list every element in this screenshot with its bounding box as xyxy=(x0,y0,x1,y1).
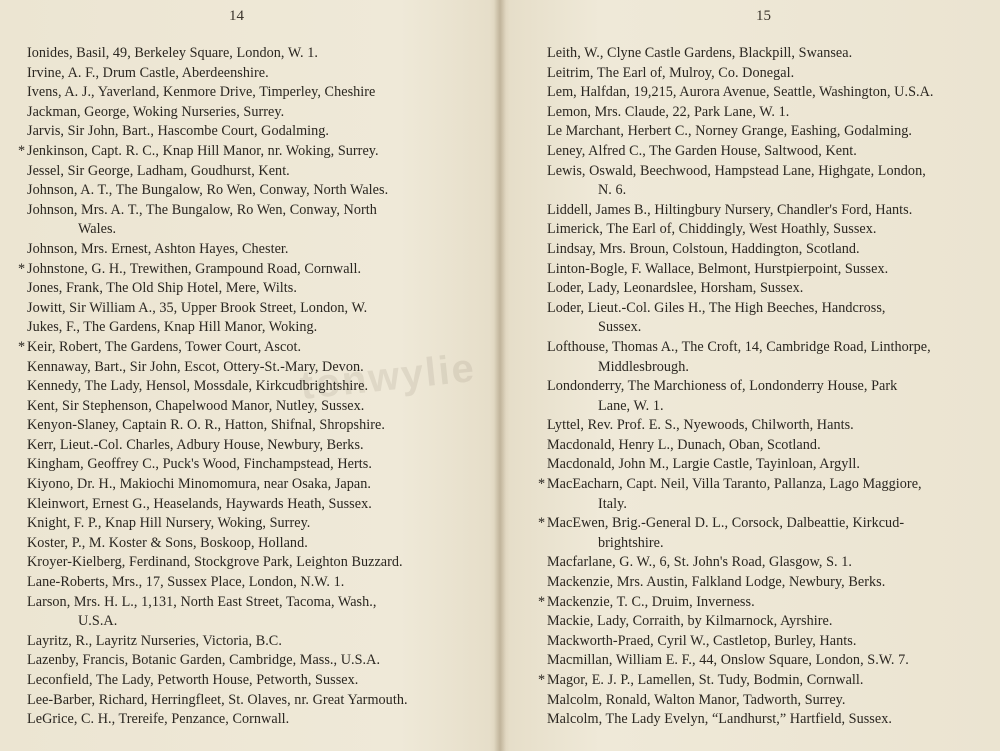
list-item xyxy=(27,181,461,201)
entry-text: LeGrice, C. H., Trereife, Penzance, Cornwall. xyxy=(27,711,290,728)
asterisk-marker: * xyxy=(18,338,26,355)
entry-text: Kenyon-Slaney, Captain R. O. R., Hatton, Shifnal, Shropshire. xyxy=(27,417,385,434)
list-item xyxy=(547,651,985,671)
list-item xyxy=(538,671,985,691)
entry-text: Macmillan, William E. F., 44, Onslow Square, London, S.W. 7. xyxy=(547,652,909,669)
list-item xyxy=(547,710,985,730)
list-item xyxy=(547,260,985,280)
entry-text: Kingham, Geoffrey C., Puck's Wood, Finchampstead, Herts. xyxy=(27,456,372,473)
entry-text: Jenkinson, Capt. R. C., Knap Hill Manor, nr. Woking, Surrey. xyxy=(27,142,379,159)
entry-list xyxy=(538,44,985,730)
entry-list xyxy=(18,44,461,730)
list-item xyxy=(18,260,461,280)
list-item xyxy=(27,64,461,84)
list-item xyxy=(27,122,461,142)
watermark: tonwylie xyxy=(298,345,478,409)
entry-text: Jowitt, Sir William A., 35, Upper Brook Street, London, W. xyxy=(27,299,368,316)
list-item xyxy=(538,514,985,553)
entry-text: Malcolm, The Lady Evelyn, “Landhurst,” Hartfield, Sussex. xyxy=(547,711,892,728)
entry-text: Loder, Lieut.-Col. Giles H., The High Beeches, Handcross, xyxy=(547,299,886,316)
entry-text: Kleinwort, Ernest G., Heaselands, Haywards Heath, Sussex. xyxy=(27,495,372,512)
entry-text: Loder, Lady, Leonardslee, Horsham, Sussex. xyxy=(547,280,804,297)
list-item xyxy=(547,691,985,711)
asterisk-marker: * xyxy=(538,476,546,493)
list-item xyxy=(547,240,985,260)
entry-text: Layritz, R., Layritz Nurseries, Victoria, B.C. xyxy=(27,632,282,649)
list-item xyxy=(18,142,461,162)
list-item xyxy=(547,220,985,240)
entry-text: Lee-Barber, Richard, Herringfleet, St. Olaves, nr. Great Yarmouth. xyxy=(27,691,408,708)
asterisk-marker: * xyxy=(538,672,546,688)
entry-text: Malcolm, Ronald, Walton Manor, Tadworth, Surrey. xyxy=(547,691,846,708)
entry-text: Jessel, Sir George, Ladham, Goudhurst, Kent. xyxy=(27,162,290,179)
entry-text: Mackenzie, T. C., Druim, Inverness. xyxy=(547,593,755,610)
entry-text: Larson, Mrs. H. L., 1,131, North East Street, Tacoma, Wash., xyxy=(27,593,377,610)
list-item xyxy=(547,553,985,573)
entry-text: Leney, Alfred C., The Garden House, Saltwood, Kent. xyxy=(547,142,857,159)
entry-text: Lyttel, Rev. Prof. E. S., Nyewoods, Chilworth, Hants. xyxy=(547,417,854,434)
entry-text: Koster, P., M. Koster & Sons, Boskoop, Holland. xyxy=(27,534,308,551)
list-item xyxy=(547,103,985,123)
entry-text: Lewis, Oswald, Beechwood, Hampstead Lane, Highgate, London, xyxy=(547,162,926,179)
list-item xyxy=(27,710,461,730)
list-item xyxy=(547,338,985,377)
entry-text: Johnson, Mrs. A. T., The Bungalow, Ro Wen, Conway, North xyxy=(27,201,377,218)
entry-text: Kennaway, Bart., Sir John, Escot, Ottery-St.-Mary, Devon. xyxy=(27,358,364,375)
list-item xyxy=(27,279,461,299)
list-item xyxy=(27,534,461,554)
list-item xyxy=(547,122,985,142)
entry-text: Jukes, F., The Gardens, Knap Hill Manor, Woking. xyxy=(27,319,318,336)
entry-continuation: Lane, W. 1. xyxy=(598,397,664,414)
right-page xyxy=(502,0,1000,751)
entry-text: Leconfield, The Lady, Petworth House, Petworth, Sussex. xyxy=(27,672,359,688)
list-item xyxy=(547,64,985,84)
list-item xyxy=(27,201,461,240)
entry-text: Lem, Halfdan, 19,215, Aurora Avenue, Seattle, Washington, U.S.A. xyxy=(547,84,934,101)
entry-text: Liddell, James B., Hiltingbury Nursery, Chandler's Ford, Hants. xyxy=(547,201,913,218)
list-item xyxy=(27,553,461,573)
entry-text: Magor, E. J. P., Lamellen, St. Tudy, Bodmin, Cornwall. xyxy=(547,672,864,688)
list-item xyxy=(27,671,461,691)
list-item xyxy=(27,240,461,260)
entry-text: Johnstone, G. H., Trewithen, Grampound Road, Cornwall. xyxy=(27,260,362,277)
entry-text: Ivens, A. J., Yaverland, Kenmore Drive, Timperley, Cheshire xyxy=(27,84,376,101)
list-item xyxy=(27,358,461,378)
entry-text: Kroyer-Kielberg, Ferdinand, Stockgrove Park, Leighton Buzzard. xyxy=(27,554,403,571)
list-item xyxy=(27,162,461,182)
list-item xyxy=(547,612,985,632)
list-item xyxy=(547,455,985,475)
list-item xyxy=(27,475,461,495)
list-item xyxy=(538,593,985,613)
list-item xyxy=(547,201,985,221)
list-item xyxy=(27,593,461,632)
entry-text: Jones, Frank, The Old Ship Hotel, Mere, Wilts. xyxy=(27,280,297,297)
entry-continuation: N. 6. xyxy=(598,182,627,199)
entry-text: Kerr, Lieut.-Col. Charles, Adbury House, Newbury, Berks. xyxy=(27,436,364,453)
entry-text: Jackman, George, Woking Nurseries, Surrey. xyxy=(27,103,285,120)
list-item xyxy=(547,416,985,436)
entry-text: Keir, Robert, The Gardens, Tower Court, Ascot. xyxy=(27,338,302,355)
entry-text: Knight, F. P., Knap Hill Nursery, Woking, Surrey. xyxy=(27,515,311,532)
asterisk-marker: * xyxy=(18,260,26,277)
entry-text: MacEwen, Brig.-General D. L., Corsock, Dalbeattie, Kirkcud- xyxy=(547,515,905,532)
entry-text: Le Marchant, Herbert C., Norney Grange, Eashing, Godalming. xyxy=(547,123,913,140)
entry-text: Kiyono, Dr. H., Makiochi Minomomura, near Osaka, Japan. xyxy=(27,476,371,493)
entry-text: Macdonald, Henry L., Dunach, Oban, Scotland. xyxy=(547,436,821,453)
entry-text: Lane-Roberts, Mrs., 17, Sussex Place, London, N.W. 1. xyxy=(27,574,345,591)
entry-text: Johnson, A. T., The Bungalow, Ro Wen, Conway, North Wales. xyxy=(27,182,389,199)
list-item xyxy=(27,436,461,456)
entry-continuation: Middlesbrough. xyxy=(598,358,689,375)
entry-continuation: brightshire. xyxy=(598,534,664,551)
list-item xyxy=(27,318,461,338)
list-item xyxy=(27,691,461,711)
asterisk-marker: * xyxy=(538,515,546,532)
entry-text: Lazenby, Francis, Botanic Garden, Cambridge, Mass., U.S.A. xyxy=(27,652,381,669)
list-item xyxy=(547,299,985,338)
entry-text: Leith, W., Clyne Castle Gardens, Blackpill, Swansea. xyxy=(547,45,853,61)
list-item xyxy=(27,377,461,397)
page-number: 15 xyxy=(756,8,771,24)
list-item xyxy=(547,44,985,64)
entry-continuation: Wales. xyxy=(78,221,117,238)
entry-text: Johnson, Mrs. Ernest, Ashton Hayes, Chester. xyxy=(27,240,289,257)
list-item xyxy=(547,632,985,652)
entry-text: Kennedy, The Lady, Hensol, Mossdale, Kirkcudbrightshire. xyxy=(27,378,369,395)
list-item xyxy=(27,83,461,103)
list-item xyxy=(27,455,461,475)
entry-text: Lemon, Mrs. Claude, 22, Park Lane, W. 1. xyxy=(547,103,790,120)
list-item xyxy=(27,299,461,319)
list-item xyxy=(27,514,461,534)
entry-continuation: U.S.A. xyxy=(78,613,118,630)
entry-continuation: Sussex. xyxy=(598,319,642,336)
list-item xyxy=(547,162,985,201)
list-item xyxy=(547,83,985,103)
entry-text: Londonderry, The Marchioness of, Londonderry House, Park xyxy=(547,378,898,395)
entry-text: Linton-Bogle, F. Wallace, Belmont, Hurstpierpoint, Sussex. xyxy=(547,260,889,277)
list-item xyxy=(27,103,461,123)
list-item xyxy=(547,142,985,162)
list-item xyxy=(547,279,985,299)
list-item xyxy=(27,44,461,64)
entry-text: Mackworth-Praed, Cyril W., Castletop, Burley, Hants. xyxy=(547,632,857,649)
left-page xyxy=(0,0,498,751)
entry-text: Macdonald, John M., Largie Castle, Tayinloan, Argyll. xyxy=(547,456,860,473)
entry-text: Limerick, The Earl of, Chiddingly, West Hoathly, Sussex. xyxy=(547,221,877,238)
list-item xyxy=(547,377,985,416)
entry-text: Irvine, A. F., Drum Castle, Aberdeenshire. xyxy=(27,64,269,81)
list-item xyxy=(27,632,461,652)
entry-text: Lindsay, Mrs. Broun, Colstoun, Haddington, Scotland. xyxy=(547,240,860,257)
entry-text: Lofthouse, Thomas A., The Croft, 14, Cambridge Road, Linthorpe, xyxy=(547,338,931,355)
list-item xyxy=(547,436,985,456)
list-item xyxy=(18,338,461,358)
asterisk-marker: * xyxy=(18,142,26,159)
list-item xyxy=(27,397,461,417)
page-number: 14 xyxy=(229,8,244,24)
list-item xyxy=(27,573,461,593)
entry-text: Mackie, Lady, Corraith, by Kilmarnock, Ayrshire. xyxy=(547,613,833,630)
list-item xyxy=(27,416,461,436)
asterisk-marker: * xyxy=(538,593,546,610)
entry-text: Macfarlane, G. W., 6, St. John's Road, Glasgow, S. 1. xyxy=(547,554,852,571)
list-item xyxy=(538,475,985,514)
entry-text: Mackenzie, Mrs. Austin, Falkland Lodge, Newbury, Berks. xyxy=(547,574,886,591)
entry-text: Jarvis, Sir John, Bart., Hascombe Court, Godalming. xyxy=(27,123,330,140)
list-item xyxy=(27,495,461,515)
list-item xyxy=(27,651,461,671)
entry-text: Kent, Sir Stephenson, Chapelwood Manor, Nutley, Sussex. xyxy=(27,397,365,414)
entry-continuation: Italy. xyxy=(598,495,627,512)
entry-text: Ionides, Basil, 49, Berkeley Square, London, W. 1. xyxy=(27,45,318,61)
entry-text: Leitrim, The Earl of, Mulroy, Co. Donegal. xyxy=(547,64,795,81)
entry-text: MacEacharn, Capt. Neil, Villa Taranto, Pallanza, Lago Maggiore, xyxy=(547,476,922,493)
list-item xyxy=(547,573,985,593)
